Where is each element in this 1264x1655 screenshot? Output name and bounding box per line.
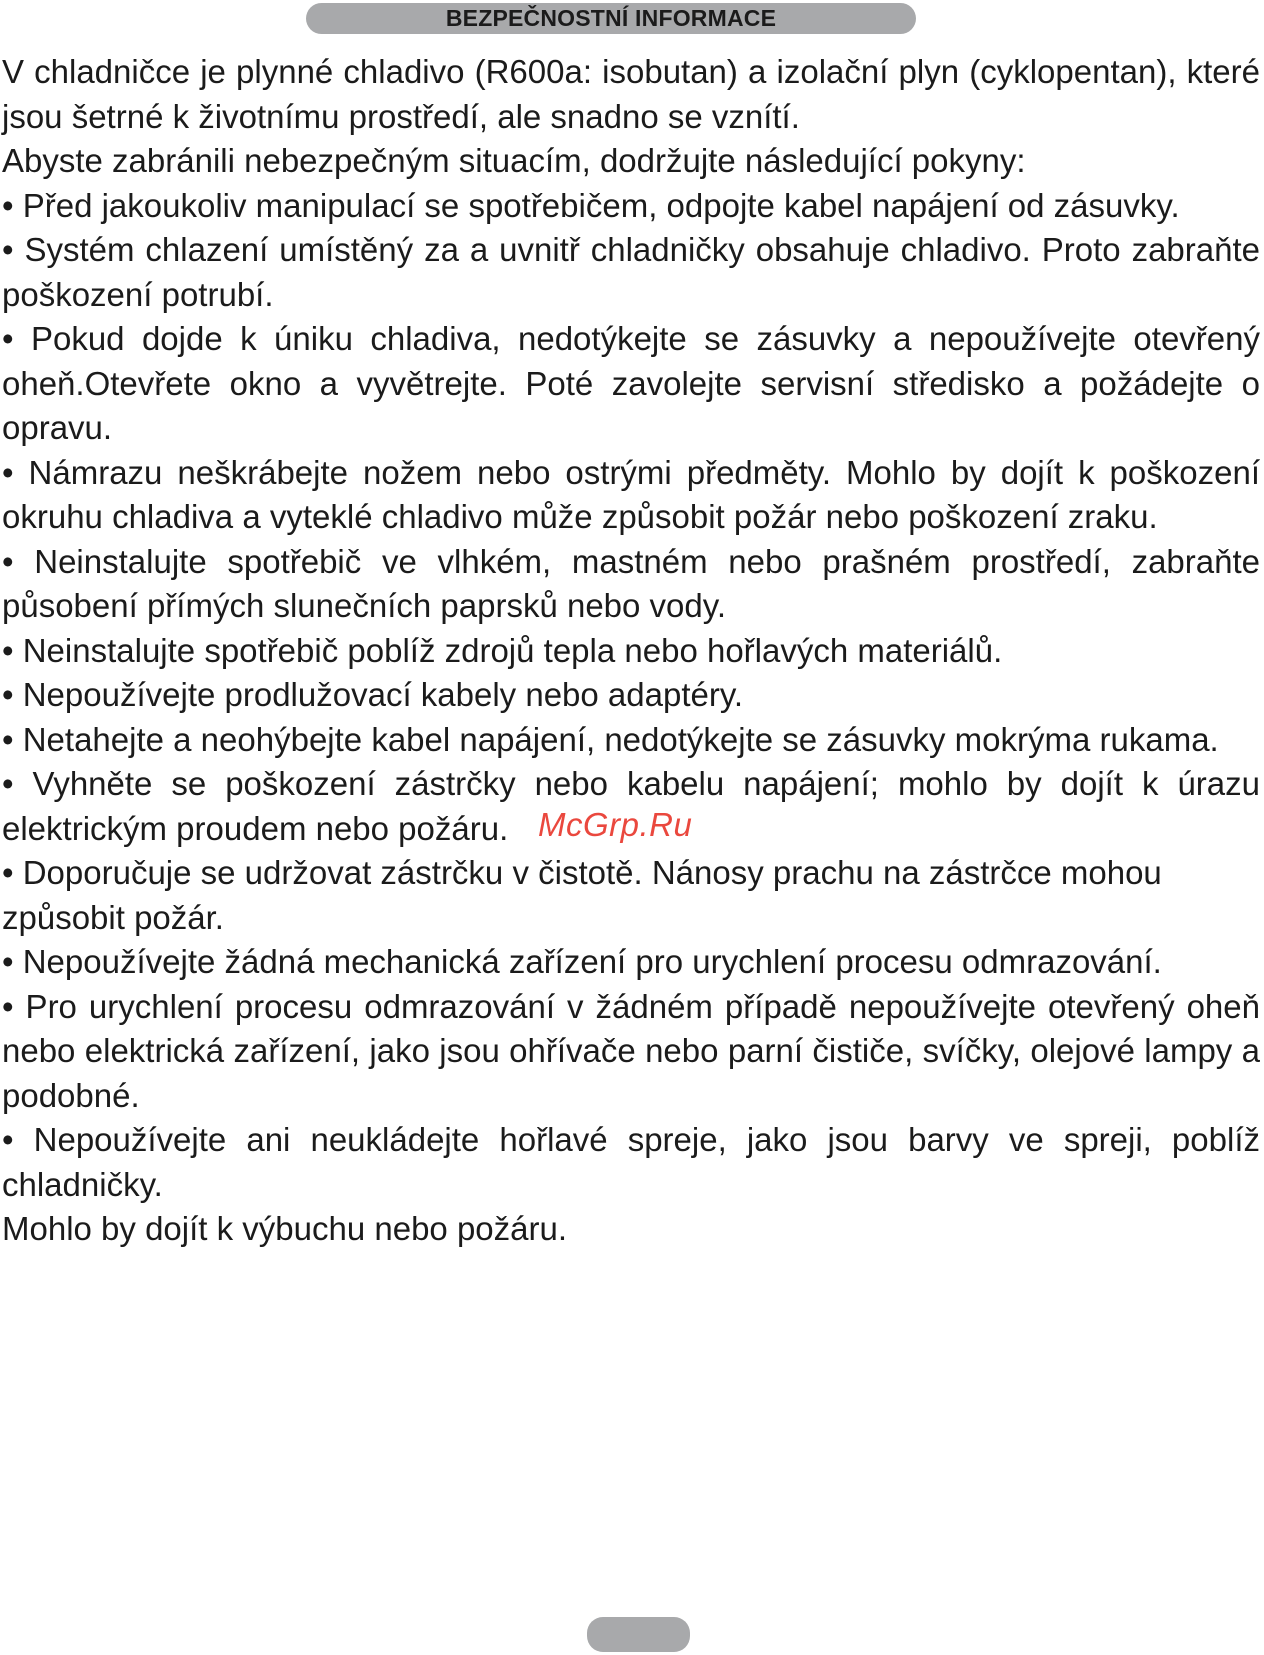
watermark-text: McGrp.Ru <box>538 806 693 843</box>
safety-item: • Nepoužívejte ani neukládejte hořlavé spreje, jako jsou barvy ve spreji, poblíž chladničky. <box>2 1121 1260 1203</box>
safety-item: • Vyhněte se poškození zástrčky nebo kabelu napájení; mohlo by dojít k úrazu elektrickým proudem nebo požáru. <box>2 765 1260 847</box>
page-number-pill <box>587 1617 690 1652</box>
section-title: BEZPEČNOSTNÍ INFORMACE <box>445 5 777 31</box>
safety-item: • Nepoužívejte žádná mechanická zařízení pro urychlení procesu odmrazování. <box>2 943 1162 980</box>
safety-item: • Neinstalujte spotřebič poblíž zdrojů tepla nebo hořlavých materiálů. <box>2 631 1003 669</box>
closing-paragraph: Mohlo by dojít k výbuchu nebo požáru. <box>2 1210 568 1247</box>
safety-item: • Námrazu neškrábejte nožem nebo ostrými předměty. Mohlo by dojít k poškození okruhu chladiva a vyteklé chladivo může způsobit požár nebo poškození zraku. <box>2 453 1260 535</box>
intro-paragraph: V chladničce je plynné chladivo (R600a: isobutan) a izolační plyn (cyklopentan), které jsou šetrné k životnímu prostředí, ale snadno se vznítí. <box>2 53 1260 135</box>
safety-item: • Před jakoukoliv manipulací se spotřebičem, odpojte kabel napájení od zásuvky. <box>2 186 1180 224</box>
safety-item: • Pro urychlení procesu odmrazování v žádném případě nepoužívejte otevřený oheň nebo elektrická zařízení, jako jsou ohřívače nebo parní čističe, svíčky, olejové lampy a podobné. <box>2 987 1260 1114</box>
safety-item: • Systém chlazení umístěný za a uvnitř chladničky obsahuje chladivo. Proto zabraňte poškození potrubí. <box>2 231 1260 313</box>
safety-item: • Doporučuje se udržovat zástrčku v čistotě. Nánosy prachu na zástrčce mohou způsobit požár. <box>2 854 1162 936</box>
section-header-bar <box>306 3 916 34</box>
safety-item: • Neinstalujte spotřebič ve vlhkém, mastném nebo prašném prostředí, zabraňte působení přímých slunečních paprsků nebo vody. <box>2 542 1260 624</box>
safety-item: • Pokud dojde k úniku chladiva, nedotýkejte se zásuvky a nepoužívejte otevřený oheň.Otevřete okno a vyvětrejte. Poté zavolejte servisní středisko a požádejte o opravu. <box>2 320 1260 446</box>
safety-text-body <box>2 50 1260 1252</box>
lead-paragraph: Abyste zabránili nebezpečným situacím, dodržujte následující pokyny: <box>2 142 1026 179</box>
safety-item: • Nepoužívejte prodlužovací kabely nebo adaptéry. <box>2 676 744 713</box>
safety-item: • Netahejte a neohýbejte kabel napájení, nedotýkejte se zásuvky mokrýma rukama. <box>2 720 1219 758</box>
